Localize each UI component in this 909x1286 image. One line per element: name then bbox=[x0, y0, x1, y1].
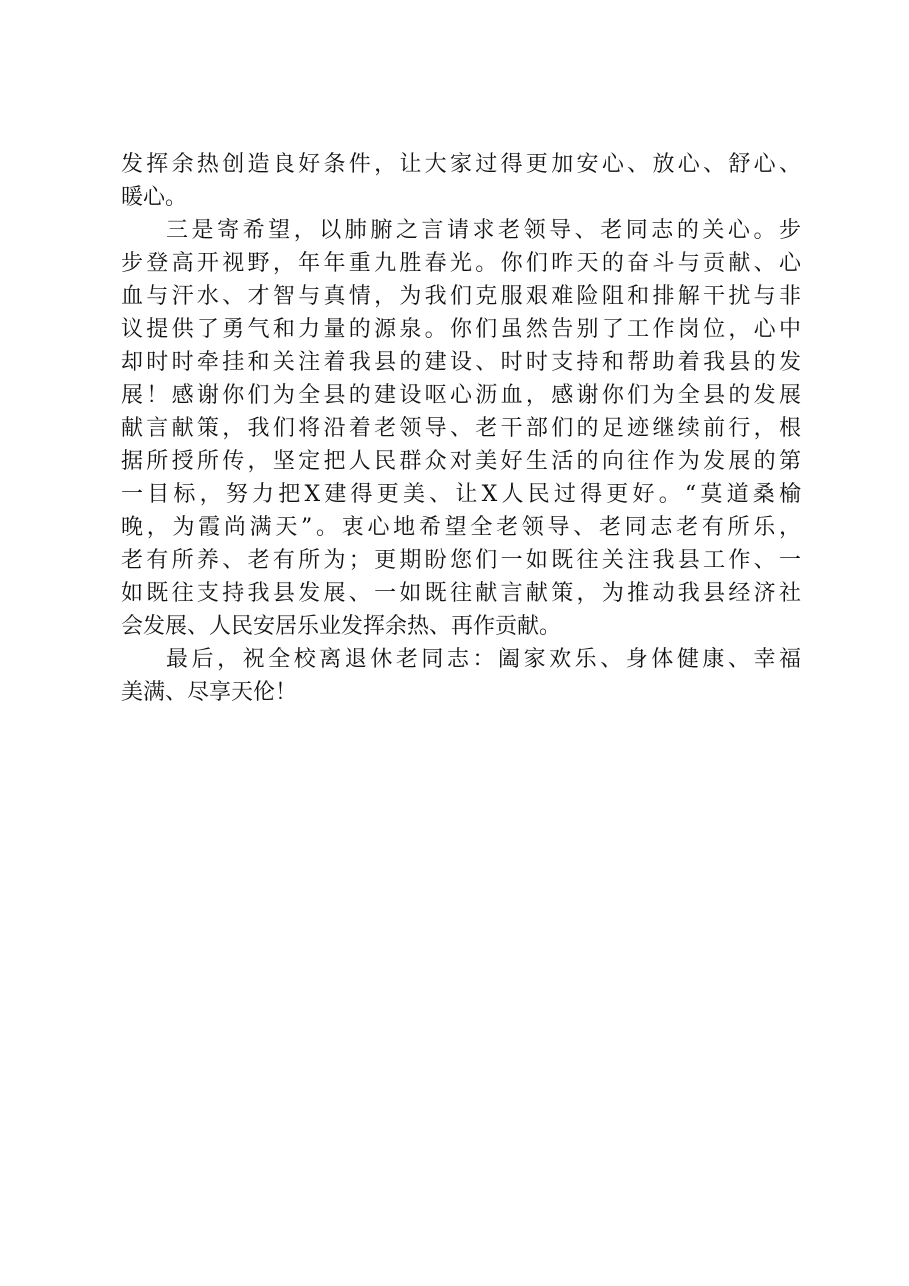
text-line: 据所授所传，坚定把人民群众对美好生活的向往作为发展的第 bbox=[121, 449, 801, 474]
text-line: 议提供了勇气和力量的源泉。你们虽然告别了工作岗位，心中 bbox=[121, 317, 801, 342]
text-line: 如既往支持我县发展、一如既往献言献策，为推动我县经济社 bbox=[121, 581, 801, 606]
text-line: 一目标，努力把X建得更美、让X人民过得更好。“莫道桑榆 bbox=[121, 482, 801, 507]
text-line: 会发展、人民安居乐业发挥余热、再作贡献。 bbox=[121, 614, 562, 639]
text-line: 却时时牵挂和关注着我县的建设、时时支持和帮助着我县的发 bbox=[121, 350, 801, 375]
text-line: 暖心。 bbox=[121, 185, 188, 210]
text-line: 老有所养、老有所为；更期盼您们一如既往关注我县工作、一 bbox=[121, 548, 801, 573]
text-line: 晚，为霞尚满天”。衷心地希望全老领导、老同志老有所乐， bbox=[121, 515, 801, 540]
text-line: 血与汗水、才智与真情，为我们克服艰难险阻和排解干扰与非 bbox=[121, 284, 801, 309]
text-line: 美满、尽享天伦！ bbox=[121, 680, 298, 705]
text-line: 最后，祝全校离退休老同志：阖家欢乐、身体健康、幸福 bbox=[166, 647, 801, 672]
text-line: 展！感谢你们为全县的建设呕心沥血，感谢你们为全县的发展 bbox=[121, 383, 801, 408]
text-line: 献言献策，我们将沿着老领导、老干部们的足迹继续前行，根 bbox=[121, 416, 801, 441]
text-line: 三是寄希望，以肺腑之言请求老领导、老同志的关心。步 bbox=[166, 218, 801, 243]
text-line: 步登高开视野，年年重九胜春光。你们昨天的奋斗与贡献、心 bbox=[121, 251, 801, 276]
paragraph bbox=[121, 643, 801, 709]
paragraph bbox=[121, 148, 801, 214]
document-body bbox=[121, 148, 801, 709]
text-line: 发挥余热创造良好条件，让大家过得更加安心、放心、舒心、 bbox=[121, 152, 801, 177]
paragraph bbox=[121, 214, 801, 643]
